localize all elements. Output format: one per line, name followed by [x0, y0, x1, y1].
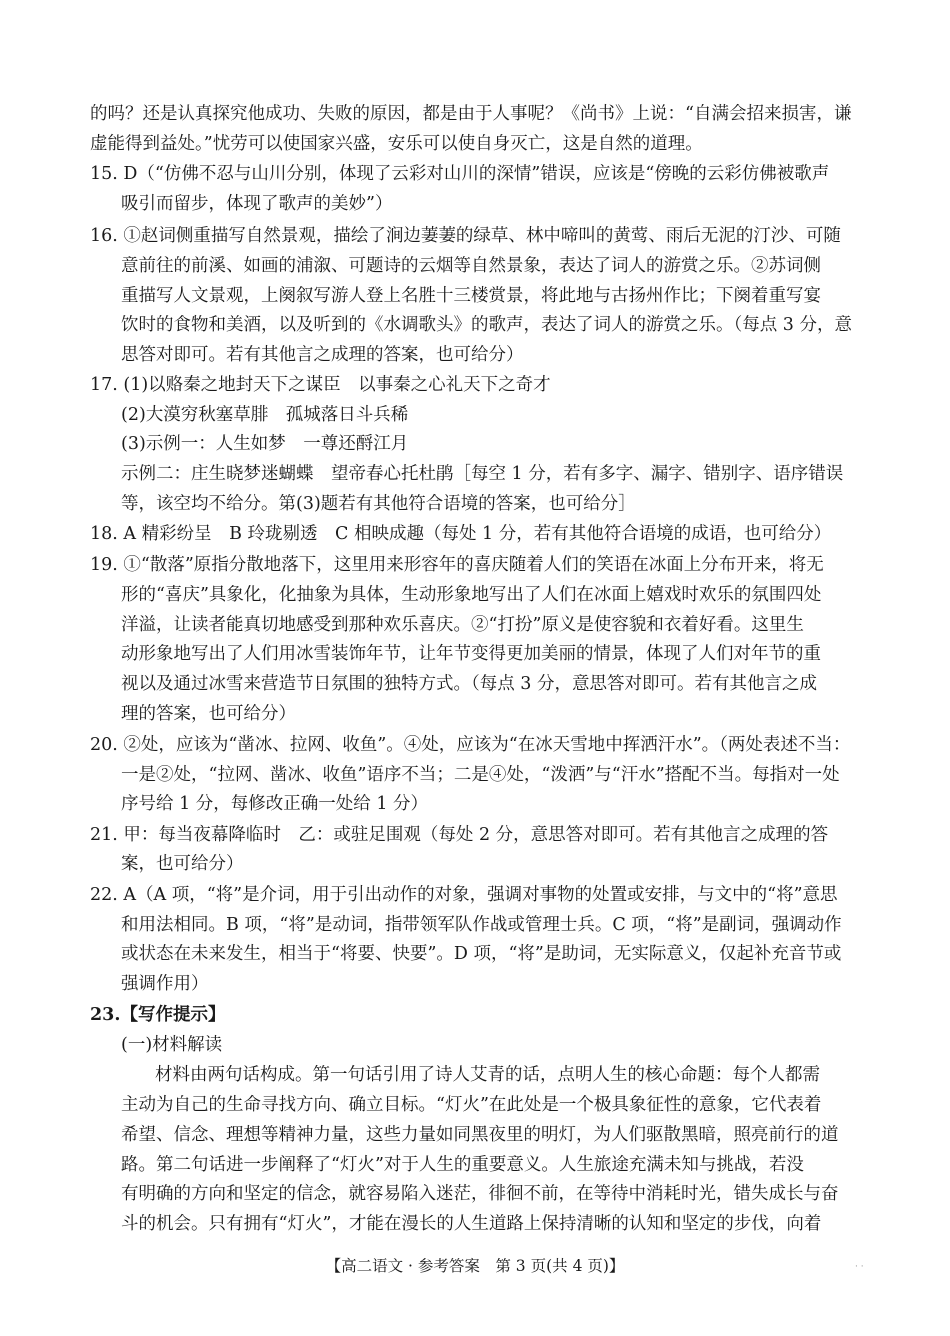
text-line: 有明确的方向和坚定的信念，就容易陷入迷茫，徘徊不前，在等待中消耗时光，错失成长与奋: [121, 1184, 839, 1204]
text-line: 序号给 1 分，每修改正确一处给 1 分）: [121, 794, 429, 814]
answer-16: 16. ①赵词侧重描写自然景观，描绘了涧边萋萋的绿草、林中啼叫的黄莺、雨后无泥的汀沙、可随: [90, 226, 841, 246]
answer-18: 18. A 精彩纷呈 B 玲珑剔透 C 相映成趣（每处 1 分，若有其他符合语境的成语，也可给分）: [90, 524, 832, 544]
text-line: 动形象地写出了人们用冰雪装饰年节，让年节变得更加美丽的情景，体现了人们对年节的重: [121, 644, 821, 664]
text-line: 路。第二句话进一步阐释了“灯火”对于人生的重要意义。人生旅途充满未知与挑战，若没: [121, 1155, 804, 1175]
answer-17: 17. (1)以赂秦之地封天下之谋臣 以事秦之心礼天下之奇才: [90, 375, 551, 395]
answer-19: 19. ①“散落”原指分散地落下，这里用来形容年的喜庆随着人们的笑语在冰面上分布开来，将无: [90, 555, 824, 575]
text-line: 虚能得到益处。”忧劳可以使国家兴盛，安乐可以使自身灭亡，这是自然的道理。: [90, 134, 703, 154]
text-line: 思答对即可。若有其他言之成理的答案，也可给分）: [121, 345, 524, 365]
answer-22: 22. A（A 项，“将”是介词，用于引出动作的对象，强调对事物的处置或安排，与文中的“将”意思: [90, 885, 838, 905]
text-line: 一是②处，“拉网、凿冰、收鱼”语序不当；二是④处，“泼洒”与“汗水”搭配不当。每指对一处: [121, 765, 840, 785]
page-footer: 【高二语文 · 参考答案 第 3 页(共 4 页)】: [325, 1257, 625, 1275]
text-line: 吸引而留步，体现了歌声的美妙”）: [121, 194, 393, 214]
answer-21: 21. 甲：每当夜幕降临时 乙：或驻足围观（每处 2 分，意思答对即可。若有其他言之成理的答: [90, 825, 829, 845]
answer-15: 15. D（“仿佛不忍与山川分别，体现了云彩对山川的深情”错误，应该是“傍晚的云彩仿佛被歌声: [90, 164, 830, 184]
text-line: 材料由两句话构成。第一句话引用了诗人艾青的话，点明人生的核心命题：每个人都需: [155, 1065, 820, 1085]
answer-23-heading: 23.【写作提示】: [90, 1005, 226, 1025]
text-line: 视以及通过冰雪来营造节日氛围的独特方式。（每点 3 分，意思答对即可。若有其他言之成: [121, 674, 818, 694]
text-line: 强调作用）: [121, 974, 209, 994]
text-line: 示例二：庄生晓梦迷蝴蝶 望帝春心托杜鹃［每空 1 分，若有多字、漏字、错别字、语序错误: [121, 464, 844, 484]
text-line: 理的答案，也可给分）: [121, 704, 296, 724]
text-line: 饮时的食物和美酒，以及听到的《水调歌头》的歌声，表达了词人的游赏之乐。（每点 3 分，意: [121, 315, 853, 335]
text-line: 斗的机会。只有拥有“灯火”，才能在漫长的人生道路上保持清晰的认知和坚定的步伐，向着: [121, 1214, 822, 1234]
section-heading: (一)材料解读: [121, 1035, 223, 1055]
text-line: (3)示例一：人生如梦 一尊还酹江月: [121, 434, 409, 454]
text-line: 或状态在未来发生，相当于“将要、快要”。D 项，“将”是助词，无实际意义，仅起补充音节或: [121, 944, 842, 964]
text-line: 的吗？还是认真探究他成功、失败的原因，都是由于人事呢？《尚书》上说：“自满会招来损害，谦: [90, 104, 852, 124]
text-line: 洋溢，让读者能真切地感受到那种欢乐喜庆。②“打扮”原义是使容貌和衣着好看。这里生: [121, 615, 804, 635]
text-line: 主动为自己的生命寻找方向、确立目标。“灯火”在此处是一个极具象征性的意象，它代表着: [121, 1095, 822, 1115]
text-line: 案，也可给分）: [121, 854, 244, 874]
text-line: 和用法相同。B 项，“将”是动词，指带领军队作战或管理士兵。C 项，“将”是副词，强调动作: [121, 915, 842, 935]
answer-20: 20. ②处，应该为“凿冰、拉网、收鱼”。④处，应该为“在冰天雪地中挥洒汗水”。（两处表述不当：: [90, 735, 851, 755]
text-line: 重描写人文景观，上阕叙写游人登上名胜十三楼赏景，将此地与古扬州作比；下阕着重写宴: [121, 286, 821, 306]
text-line: 意前往的前溪、如画的浦溆、可题诗的云烟等自然景象，表达了词人的游赏之乐。②苏词侧: [121, 256, 821, 276]
text-line: 形的“喜庆”具象化，化抽象为具体，生动形象地写出了人们在冰面上嬉戏时欢乐的氛围四处: [121, 585, 822, 605]
text-line: (2)大漠穷秋塞草腓 孤城落日斗兵稀: [121, 405, 409, 425]
corner-mark: · ·: [855, 1262, 864, 1272]
text-line: 希望、信念、理想等精神力量，这些力量如同黑夜里的明灯，为人们驱散黑暗，照亮前行的道: [121, 1125, 839, 1145]
text-line: 等，该空均不给分。第(3)题若有其他符合语境的答案，也可给分］: [121, 494, 636, 514]
